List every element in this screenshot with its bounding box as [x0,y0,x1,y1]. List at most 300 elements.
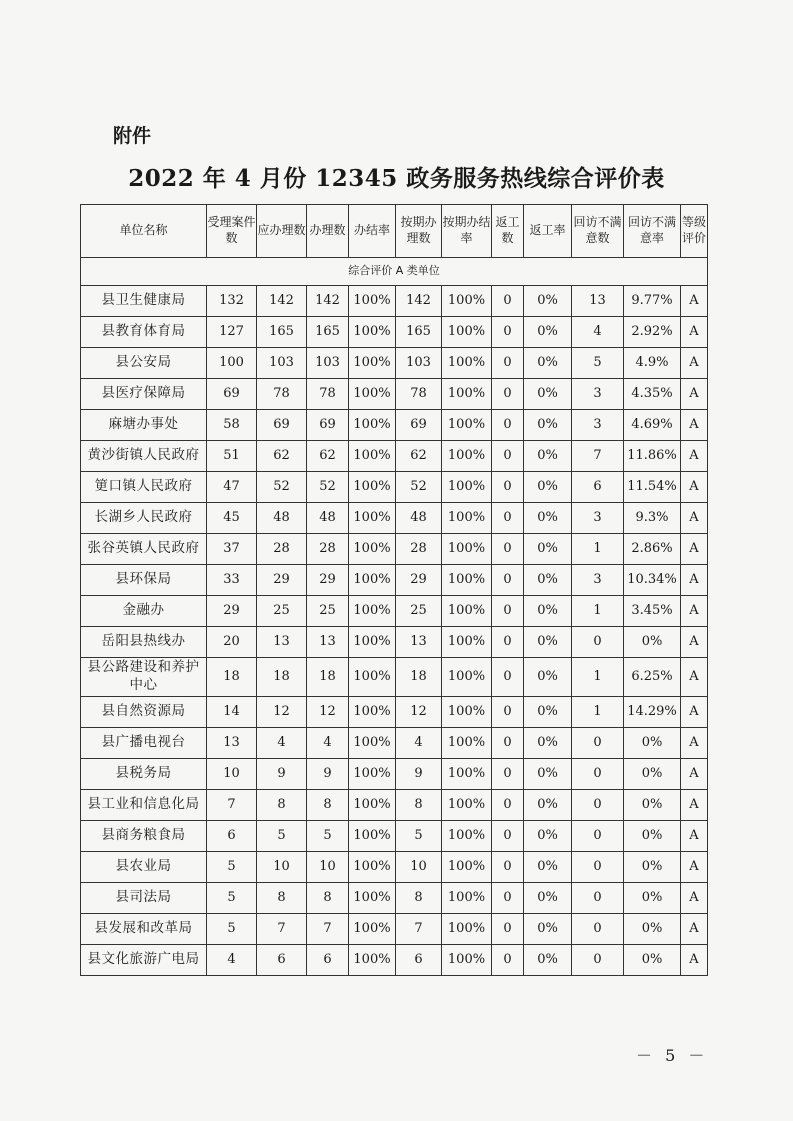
header-dissatisfied-count: 回访不满意数 [572,205,624,258]
cell-cases-received: 37 [207,534,257,565]
cell-unit-name: 麻塘办事处 [81,410,207,441]
cell-cases-received: 4 [207,945,257,976]
cell-on-time-handled: 48 [396,503,442,534]
cell-rework-rate: 0% [524,883,572,914]
table-row [81,627,708,658]
cell-completion-rate: 100% [349,565,396,596]
page-title: 2022 年 4 月份 12345 政务服务热线综合评价表 [128,165,665,192]
cell-handled: 9 [307,759,349,790]
cell-rework-rate: 0% [524,821,572,852]
cell-rework-rate: 0% [524,348,572,379]
cell-handled: 10 [307,852,349,883]
cell-on-time-rate: 100% [442,883,492,914]
cell-should-handle: 165 [257,317,307,348]
cell-cases-received: 29 [207,596,257,627]
table-row [81,503,708,534]
table-row [81,790,708,821]
cell-rework-count: 0 [492,317,524,348]
cell-dissatisfied-rate: 4.35% [624,379,681,410]
cell-on-time-handled: 12 [396,697,442,728]
cell-cases-received: 69 [207,379,257,410]
cell-should-handle: 9 [257,759,307,790]
cell-cases-received: 5 [207,852,257,883]
cell-completion-rate: 100% [349,883,396,914]
header-handled: 办理数 [307,205,349,258]
cell-rework-count: 0 [492,410,524,441]
cell-rework-rate: 0% [524,914,572,945]
cell-grade: A [681,697,708,728]
cell-should-handle: 4 [257,728,307,759]
cell-should-handle: 18 [257,658,307,697]
cell-on-time-handled: 78 [396,379,442,410]
cell-dissatisfied-rate: 0% [624,883,681,914]
header-rework-rate: 返工率 [524,205,572,258]
cell-completion-rate: 100% [349,286,396,317]
cell-rework-count: 0 [492,790,524,821]
cell-on-time-rate: 100% [442,821,492,852]
cell-should-handle: 103 [257,348,307,379]
cell-should-handle: 142 [257,286,307,317]
cell-on-time-handled: 142 [396,286,442,317]
cell-dissatisfied-count: 0 [572,945,624,976]
cell-cases-received: 14 [207,697,257,728]
cell-on-time-handled: 13 [396,627,442,658]
cell-cases-received: 6 [207,821,257,852]
cell-dissatisfied-rate: 0% [624,790,681,821]
cell-rework-rate: 0% [524,317,572,348]
cell-on-time-handled: 62 [396,441,442,472]
cell-rework-rate: 0% [524,534,572,565]
cell-on-time-rate: 100% [442,379,492,410]
cell-cases-received: 127 [207,317,257,348]
cell-on-time-rate: 100% [442,596,492,627]
cell-unit-name: 张谷英镇人民政府 [81,534,207,565]
cell-on-time-rate: 100% [442,759,492,790]
cell-dissatisfied-rate: 4.9% [624,348,681,379]
attachment-label: 附件 [113,125,152,147]
table-row [81,472,708,503]
cell-dissatisfied-rate: 3.45% [624,596,681,627]
cell-dissatisfied-count: 13 [572,286,624,317]
cell-dissatisfied-rate: 9.77% [624,286,681,317]
cell-dissatisfied-count: 7 [572,441,624,472]
cell-dissatisfied-rate: 0% [624,728,681,759]
cell-handled: 13 [307,627,349,658]
cell-completion-rate: 100% [349,658,396,697]
table-row [81,348,708,379]
cell-grade: A [681,286,708,317]
cell-dissatisfied-count: 0 [572,627,624,658]
cell-should-handle: 6 [257,945,307,976]
cell-dissatisfied-rate: 6.25% [624,658,681,697]
cell-unit-name: 金融办 [81,596,207,627]
cell-on-time-rate: 100% [442,317,492,348]
cell-on-time-handled: 29 [396,565,442,596]
cell-grade: A [681,596,708,627]
table-row [81,658,708,697]
cell-should-handle: 28 [257,534,307,565]
cell-rework-count: 0 [492,534,524,565]
cell-on-time-rate: 100% [442,852,492,883]
cell-grade: A [681,503,708,534]
header-row [81,205,708,258]
cell-on-time-rate: 100% [442,627,492,658]
cell-grade: A [681,472,708,503]
cell-grade: A [681,658,708,697]
cell-rework-rate: 0% [524,945,572,976]
cell-rework-count: 0 [492,503,524,534]
cell-completion-rate: 100% [349,317,396,348]
cell-handled: 8 [307,883,349,914]
cell-should-handle: 12 [257,697,307,728]
table-row [81,697,708,728]
cell-completion-rate: 100% [349,348,396,379]
cell-dissatisfied-rate: 9.3% [624,503,681,534]
header-on-time-rate: 按期办结率 [442,205,492,258]
cell-on-time-handled: 8 [396,883,442,914]
cell-rework-count: 0 [492,658,524,697]
cell-cases-received: 18 [207,658,257,697]
cell-dissatisfied-count: 5 [572,348,624,379]
cell-on-time-handled: 5 [396,821,442,852]
cell-on-time-handled: 52 [396,472,442,503]
cell-unit-name: 县医疗保障局 [81,379,207,410]
cell-cases-received: 10 [207,759,257,790]
cell-unit-name: 县税务局 [81,759,207,790]
table-row [81,596,708,627]
cell-handled: 5 [307,821,349,852]
cell-grade: A [681,627,708,658]
cell-rework-rate: 0% [524,286,572,317]
cell-grade: A [681,565,708,596]
cell-dissatisfied-count: 0 [572,821,624,852]
cell-cases-received: 58 [207,410,257,441]
cell-unit-name: 县自然资源局 [81,697,207,728]
cell-unit-name: 县工业和信息化局 [81,790,207,821]
cell-rework-rate: 0% [524,565,572,596]
category-row [81,258,708,286]
cell-cases-received: 5 [207,914,257,945]
cell-handled: 52 [307,472,349,503]
header-unit-name: 单位名称 [81,205,207,258]
cell-grade: A [681,441,708,472]
cell-cases-received: 47 [207,472,257,503]
cell-rework-rate: 0% [524,790,572,821]
cell-unit-name: 县文化旅游广电局 [81,945,207,976]
cell-rework-count: 0 [492,379,524,410]
cell-dissatisfied-count: 3 [572,503,624,534]
cell-rework-count: 0 [492,286,524,317]
cell-unit-name: 县公路建设和养护中心 [81,658,207,697]
cell-on-time-rate: 100% [442,286,492,317]
cell-should-handle: 7 [257,914,307,945]
cell-rework-count: 0 [492,914,524,945]
header-dissatisfied-rate: 回访不满意率 [624,205,681,258]
cell-rework-count: 0 [492,883,524,914]
cell-handled: 18 [307,658,349,697]
cell-handled: 4 [307,728,349,759]
cell-dissatisfied-count: 1 [572,658,624,697]
cell-dissatisfied-count: 0 [572,790,624,821]
cell-rework-count: 0 [492,348,524,379]
cell-grade: A [681,945,708,976]
cell-cases-received: 13 [207,728,257,759]
cell-should-handle: 52 [257,472,307,503]
cell-on-time-rate: 100% [442,728,492,759]
table-row [81,410,708,441]
cell-on-time-rate: 100% [442,410,492,441]
page-number: － 5 － [636,1046,709,1065]
cell-unit-name: 县广播电视台 [81,728,207,759]
cell-rework-count: 0 [492,697,524,728]
cell-rework-count: 0 [492,627,524,658]
cell-unit-name: 县卫生健康局 [81,286,207,317]
header-rework-count: 返工数 [492,205,524,258]
cell-grade: A [681,379,708,410]
cell-should-handle: 13 [257,627,307,658]
cell-dissatisfied-count: 3 [572,379,624,410]
cell-on-time-handled: 4 [396,728,442,759]
cell-cases-received: 132 [207,286,257,317]
cell-handled: 29 [307,565,349,596]
cell-handled: 142 [307,286,349,317]
cell-completion-rate: 100% [349,627,396,658]
cell-unit-name: 筻口镇人民政府 [81,472,207,503]
cell-unit-name: 县商务粮食局 [81,821,207,852]
cell-dissatisfied-rate: 0% [624,627,681,658]
cell-cases-received: 7 [207,790,257,821]
category-label: 综合评价 A 类单位 [81,258,708,286]
cell-should-handle: 62 [257,441,307,472]
cell-rework-count: 0 [492,821,524,852]
cell-rework-count: 0 [492,472,524,503]
cell-cases-received: 33 [207,565,257,596]
cell-on-time-rate: 100% [442,534,492,565]
cell-rework-count: 0 [492,759,524,790]
cell-dissatisfied-rate: 0% [624,759,681,790]
cell-handled: 62 [307,441,349,472]
table-row [81,945,708,976]
cell-unit-name: 长湖乡人民政府 [81,503,207,534]
cell-handled: 28 [307,534,349,565]
cell-dissatisfied-rate: 11.54% [624,472,681,503]
cell-should-handle: 10 [257,852,307,883]
cell-dissatisfied-rate: 0% [624,821,681,852]
cell-grade: A [681,317,708,348]
cell-on-time-rate: 100% [442,658,492,697]
cell-grade: A [681,790,708,821]
table-row [81,852,708,883]
cell-dissatisfied-rate: 10.34% [624,565,681,596]
cell-should-handle: 69 [257,410,307,441]
cell-completion-rate: 100% [349,596,396,627]
cell-on-time-rate: 100% [442,790,492,821]
cell-dissatisfied-rate: 0% [624,852,681,883]
cell-cases-received: 45 [207,503,257,534]
cell-should-handle: 8 [257,790,307,821]
cell-handled: 8 [307,790,349,821]
cell-on-time-handled: 10 [396,852,442,883]
cell-dissatisfied-count: 4 [572,317,624,348]
cell-grade: A [681,410,708,441]
table-row [81,534,708,565]
cell-rework-rate: 0% [524,728,572,759]
cell-cases-received: 5 [207,883,257,914]
cell-on-time-handled: 6 [396,945,442,976]
cell-on-time-handled: 28 [396,534,442,565]
cell-should-handle: 8 [257,883,307,914]
cell-rework-count: 0 [492,728,524,759]
header-completion-rate: 办结率 [349,205,396,258]
cell-on-time-handled: 8 [396,790,442,821]
cell-on-time-handled: 25 [396,596,442,627]
cell-rework-rate: 0% [524,379,572,410]
cell-dissatisfied-count: 3 [572,410,624,441]
table-row [81,441,708,472]
cell-dissatisfied-count: 0 [572,728,624,759]
cell-on-time-handled: 9 [396,759,442,790]
cell-unit-name: 县司法局 [81,883,207,914]
cell-should-handle: 78 [257,379,307,410]
cell-dissatisfied-count: 1 [572,697,624,728]
cell-rework-count: 0 [492,596,524,627]
cell-dissatisfied-count: 0 [572,914,624,945]
cell-dissatisfied-rate: 0% [624,914,681,945]
cell-unit-name: 县发展和改革局 [81,914,207,945]
cell-should-handle: 48 [257,503,307,534]
cell-completion-rate: 100% [349,472,396,503]
cell-rework-rate: 0% [524,472,572,503]
cell-rework-rate: 0% [524,658,572,697]
table-row [81,286,708,317]
cell-unit-name: 岳阳县热线办 [81,627,207,658]
cell-on-time-rate: 100% [442,945,492,976]
cell-unit-name: 县农业局 [81,852,207,883]
cell-handled: 103 [307,348,349,379]
cell-grade: A [681,914,708,945]
cell-rework-rate: 0% [524,697,572,728]
cell-handled: 6 [307,945,349,976]
cell-grade: A [681,534,708,565]
cell-completion-rate: 100% [349,728,396,759]
cell-on-time-handled: 7 [396,914,442,945]
cell-cases-received: 100 [207,348,257,379]
cell-handled: 48 [307,503,349,534]
cell-completion-rate: 100% [349,945,396,976]
cell-unit-name: 黄沙街镇人民政府 [81,441,207,472]
table-row [81,759,708,790]
cell-dissatisfied-rate: 2.86% [624,534,681,565]
cell-rework-count: 0 [492,852,524,883]
table-row [81,883,708,914]
cell-completion-rate: 100% [349,534,396,565]
cell-rework-count: 0 [492,441,524,472]
cell-completion-rate: 100% [349,821,396,852]
cell-on-time-rate: 100% [442,348,492,379]
cell-cases-received: 20 [207,627,257,658]
cell-on-time-rate: 100% [442,472,492,503]
cell-on-time-rate: 100% [442,503,492,534]
cell-rework-rate: 0% [524,596,572,627]
evaluation-table [80,204,708,976]
cell-dissatisfied-count: 0 [572,883,624,914]
header-cases-received: 受理案件数 [207,205,257,258]
cell-dissatisfied-rate: 14.29% [624,697,681,728]
cell-should-handle: 5 [257,821,307,852]
cell-rework-count: 0 [492,565,524,596]
cell-grade: A [681,883,708,914]
cell-on-time-handled: 18 [396,658,442,697]
cell-on-time-rate: 100% [442,914,492,945]
table-row [81,914,708,945]
cell-dissatisfied-count: 0 [572,852,624,883]
cell-dissatisfied-rate: 11.86% [624,441,681,472]
header-grade: 等级评价 [681,205,708,258]
cell-cases-received: 51 [207,441,257,472]
cell-completion-rate: 100% [349,697,396,728]
cell-unit-name: 县环保局 [81,565,207,596]
cell-dissatisfied-count: 1 [572,596,624,627]
cell-dissatisfied-count: 0 [572,759,624,790]
cell-completion-rate: 100% [349,503,396,534]
cell-grade: A [681,821,708,852]
cell-rework-rate: 0% [524,852,572,883]
cell-dissatisfied-count: 6 [572,472,624,503]
cell-dissatisfied-rate: 0% [624,945,681,976]
cell-completion-rate: 100% [349,790,396,821]
cell-dissatisfied-count: 3 [572,565,624,596]
cell-on-time-handled: 69 [396,410,442,441]
table-row [81,379,708,410]
cell-rework-rate: 0% [524,410,572,441]
cell-on-time-handled: 165 [396,317,442,348]
cell-handled: 12 [307,697,349,728]
table-row [81,317,708,348]
cell-rework-rate: 0% [524,503,572,534]
cell-on-time-handled: 103 [396,348,442,379]
header-on-time-handled: 按期办理数 [396,205,442,258]
table-row [81,821,708,852]
cell-unit-name: 县公安局 [81,348,207,379]
cell-dissatisfied-rate: 4.69% [624,410,681,441]
cell-grade: A [681,852,708,883]
cell-completion-rate: 100% [349,441,396,472]
cell-rework-count: 0 [492,945,524,976]
cell-handled: 7 [307,914,349,945]
cell-unit-name: 县教育体育局 [81,317,207,348]
cell-handled: 165 [307,317,349,348]
cell-completion-rate: 100% [349,379,396,410]
cell-dissatisfied-rate: 2.92% [624,317,681,348]
table-row [81,728,708,759]
cell-completion-rate: 100% [349,852,396,883]
cell-should-handle: 29 [257,565,307,596]
cell-rework-rate: 0% [524,441,572,472]
header-should-handle: 应办理数 [257,205,307,258]
cell-on-time-rate: 100% [442,565,492,596]
cell-grade: A [681,348,708,379]
cell-rework-rate: 0% [524,759,572,790]
cell-rework-rate: 0% [524,627,572,658]
cell-completion-rate: 100% [349,759,396,790]
cell-grade: A [681,759,708,790]
cell-handled: 78 [307,379,349,410]
cell-handled: 25 [307,596,349,627]
cell-on-time-rate: 100% [442,697,492,728]
cell-should-handle: 25 [257,596,307,627]
cell-dissatisfied-count: 1 [572,534,624,565]
cell-on-time-rate: 100% [442,441,492,472]
